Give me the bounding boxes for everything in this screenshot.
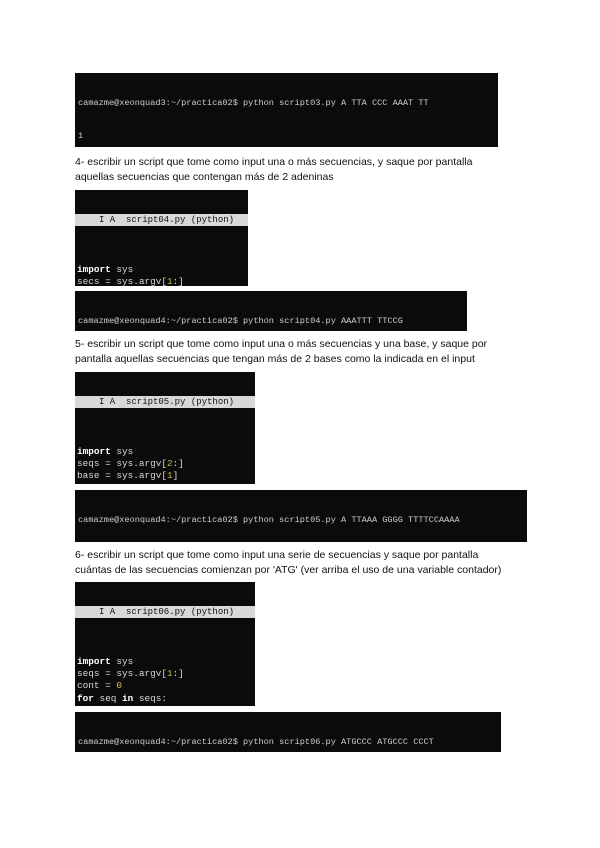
code-line: cont = 0 xyxy=(77,680,123,692)
task-5-line-1: 5- escribir un script que tome como input una o más secuencias y una base, y saque por xyxy=(75,338,488,350)
code-line: import sys xyxy=(77,446,134,458)
terminal-line: camazme@xeonquad4:~/practica02$ python script06.py ATGCCC ATGCCC CCCT xyxy=(78,736,434,747)
terminal-line: camazme@xeonquad3:~/practica02$ python script03.py A TTA CCC AAAT TT xyxy=(78,97,429,108)
code-editor-script05 xyxy=(75,372,255,484)
task-4-line-2: aquellas secuencias que contengan más de 2 adeninas xyxy=(75,170,334,183)
task-6-line-2: cuántas de las secuencias comienzan por 'ATG' (ver arriba el uso de una variable contador) xyxy=(75,563,502,576)
code-line xyxy=(77,483,255,484)
terminal-output-script05 xyxy=(75,490,527,542)
terminal-line: 1 xyxy=(78,131,84,142)
code-line: secs = sys.argv[1:] xyxy=(77,276,184,286)
code-line: seqs = sys.argv[1:] xyxy=(77,668,184,680)
task-4-description xyxy=(75,155,472,184)
editor-title-bar: I A script05.py (python) xyxy=(75,396,255,408)
editor-title-bar: I A script06.py (python) xyxy=(75,606,255,618)
task-6-description xyxy=(75,548,501,577)
terminal-line: camazme@xeonquad4:~/practica02$ python script05.py A TTAAA GGGG TTTTCCAAAA xyxy=(78,514,460,525)
editor-code xyxy=(75,252,248,286)
code-editor-script04 xyxy=(75,190,248,286)
terminal-output-script03 xyxy=(75,73,498,147)
task-5-description xyxy=(75,337,487,366)
code-line: for seq in seqs: xyxy=(77,692,168,704)
code-line: seqs = sys.argv[2:] xyxy=(77,458,184,470)
task-6-line-1: 6- escribir un script que tome como input una serie de secuencias y saque por pantalla xyxy=(75,549,479,561)
editor-code xyxy=(75,434,255,484)
terminal-output-script06 xyxy=(75,712,501,752)
code-line: base = sys.argv[1] xyxy=(77,470,179,482)
task-4-line-1: 4- escribir un script que tome como input una o más secuencias, y saque por pantalla xyxy=(75,156,473,168)
editor-code xyxy=(75,644,255,706)
code-line: import sys xyxy=(77,656,134,668)
code-editor-script06 xyxy=(75,582,255,706)
editor-title-bar: I A script04.py (python) xyxy=(75,214,248,226)
terminal-line: camazme@xeonquad4:~/practica02$ python script04.py AAATTT TTCCG xyxy=(78,315,403,326)
code-line xyxy=(77,705,255,706)
code-line: import sys xyxy=(77,264,134,276)
terminal-output-script04 xyxy=(75,291,467,331)
task-5-line-2: pantalla aquellas secuencias que tengan más de 2 bases como la indicada en el input xyxy=(75,352,475,365)
